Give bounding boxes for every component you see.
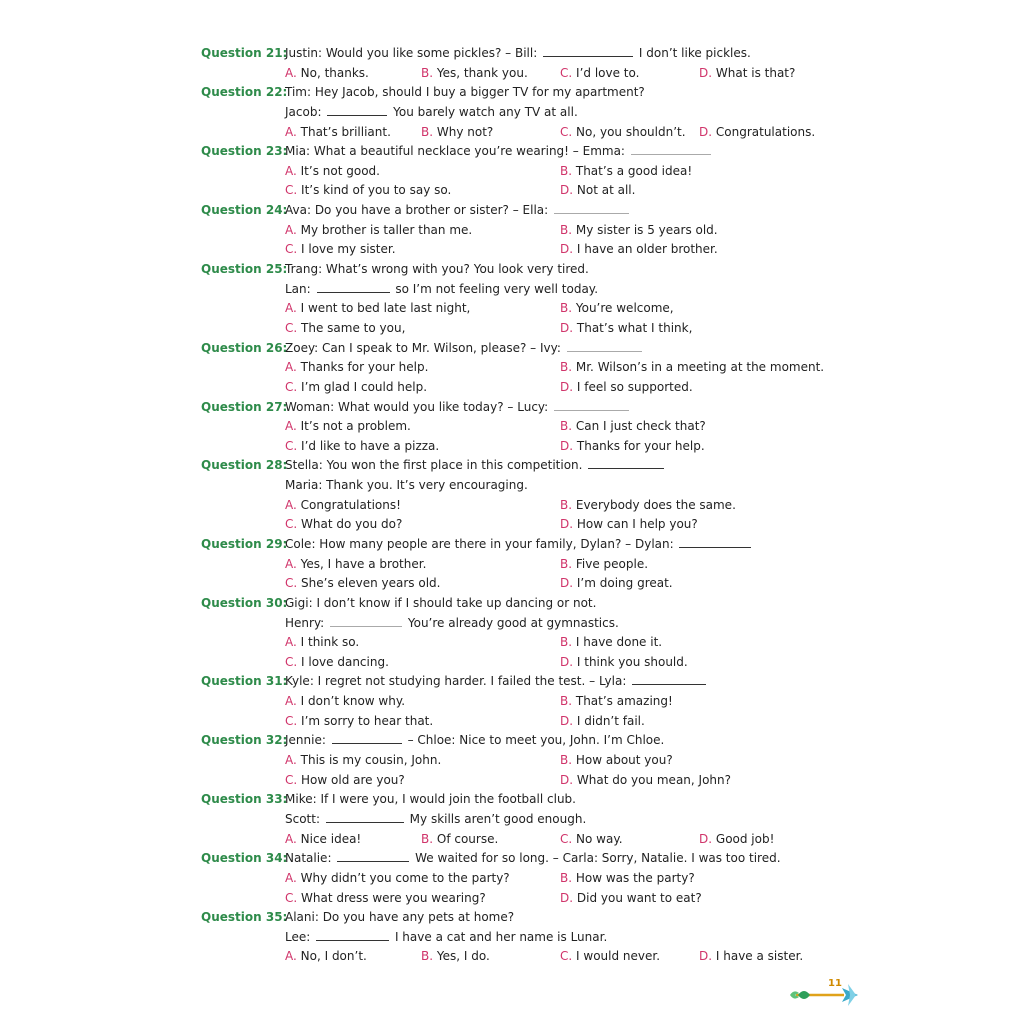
option-text: I’d love to.: [576, 65, 640, 80]
question-text: [285, 848, 781, 868]
option-text: I’m sorry to hear that.: [301, 713, 434, 728]
option-letter: A.: [285, 753, 297, 768]
question-text: [285, 613, 619, 633]
option-letter: A.: [285, 694, 297, 709]
question-text-segment: My skills aren’t good enough.: [409, 811, 587, 826]
option-text: I went to bed late last night,: [300, 301, 471, 316]
option-letter: B.: [560, 635, 573, 650]
question-label: Question 23:: [201, 144, 288, 159]
answer-option[interactable]: [560, 436, 705, 456]
option-text: Mr. Wilson’s in a meeting at the moment.: [575, 360, 825, 375]
answer-option[interactable]: [285, 180, 451, 200]
option-text: I love dancing.: [301, 654, 389, 669]
option-text: How can I help you?: [576, 517, 698, 532]
answer-blank: [317, 281, 390, 293]
option-text: No way.: [576, 831, 623, 846]
question-text-segment: so I’m not feeling very well today.: [395, 281, 599, 296]
question-text: [285, 809, 586, 829]
option-text: You’re welcome,: [575, 301, 674, 316]
question-text-segment: You’re already good at gymnastics.: [407, 615, 619, 630]
answer-option[interactable]: [285, 357, 428, 377]
question-label: Question 27:: [201, 399, 288, 414]
option-letter: B.: [560, 301, 573, 316]
option-text: I didn’t fail.: [576, 713, 645, 728]
answer-option[interactable]: [560, 416, 706, 436]
answer-blank: [330, 615, 402, 627]
option-text: She’s eleven years old.: [301, 576, 441, 591]
option-letter: C.: [285, 242, 298, 257]
option-text: How old are you?: [301, 772, 405, 787]
question-text: [285, 927, 607, 947]
question-label: Question 33:: [201, 792, 288, 807]
option-letter: C.: [285, 517, 298, 532]
question-label: Question 22:: [201, 85, 288, 100]
page-number: 11: [828, 978, 842, 989]
answer-option[interactable]: [285, 514, 402, 534]
question-text: [285, 789, 576, 809]
question-text: [285, 534, 753, 554]
answer-blank: [316, 929, 389, 941]
answer-option[interactable]: [285, 573, 440, 593]
answer-option[interactable]: [285, 652, 389, 672]
option-letter: A.: [285, 497, 297, 512]
question-text: [285, 475, 528, 495]
answer-option[interactable]: [560, 298, 674, 318]
answer-option[interactable]: [560, 318, 692, 338]
answer-option[interactable]: [560, 180, 635, 200]
option-letter: B.: [560, 222, 573, 237]
answer-option[interactable]: [285, 554, 426, 574]
answer-option[interactable]: [560, 829, 623, 849]
option-text: It’s not good.: [300, 163, 380, 178]
question-text-segment: Lan:: [285, 281, 311, 296]
option-letter: B.: [421, 65, 434, 80]
answer-option[interactable]: [285, 298, 470, 318]
option-letter: D.: [699, 949, 713, 964]
question-text-segment: Tim: Hey Jacob, should I buy a bigger TV for my apartment?: [285, 85, 645, 100]
option-text: I’m glad I could help.: [301, 379, 428, 394]
answer-option[interactable]: [285, 632, 359, 652]
answer-option[interactable]: [699, 946, 803, 966]
question-label: Question 32:: [201, 733, 288, 748]
option-letter: A.: [285, 831, 297, 846]
option-letter: C.: [285, 379, 298, 394]
option-text: I love my sister.: [301, 242, 396, 257]
question-label: Question 25:: [201, 262, 288, 277]
option-text: This is my cousin, John.: [300, 753, 442, 768]
option-letter: D.: [560, 242, 574, 257]
option-letter: D.: [560, 654, 574, 669]
question-label: Question 30:: [201, 595, 288, 610]
option-letter: B.: [421, 831, 434, 846]
question-text-segment: Woman: What would you like today? – Lucy:: [285, 399, 549, 414]
option-text: Why not?: [436, 124, 494, 139]
option-letter: A.: [285, 360, 297, 375]
question-label: Question 24:: [201, 203, 288, 218]
answer-option[interactable]: [421, 122, 493, 142]
answer-option[interactable]: [560, 220, 718, 240]
option-letter: A.: [285, 870, 297, 885]
answer-option[interactable]: [560, 888, 702, 908]
question-text: [285, 141, 713, 161]
answer-option[interactable]: [560, 495, 736, 515]
question-text: [285, 593, 596, 613]
question-text: [285, 455, 666, 475]
answer-blank: [554, 399, 629, 411]
option-text: Good job!: [715, 831, 775, 846]
option-letter: C.: [285, 320, 298, 335]
option-letter: C.: [285, 654, 298, 669]
option-text: That’s what I think,: [576, 320, 693, 335]
option-letter: A.: [285, 222, 297, 237]
answer-option[interactable]: [285, 770, 405, 790]
option-letter: A.: [285, 301, 297, 316]
question-text: [285, 43, 751, 63]
answer-option[interactable]: [285, 750, 441, 770]
answer-option[interactable]: [560, 554, 648, 574]
option-letter: B.: [421, 949, 434, 964]
answer-option[interactable]: [285, 691, 405, 711]
question-text-segment: Maria: Thank you. It’s very encouraging.: [285, 478, 528, 493]
answer-option[interactable]: [699, 63, 795, 83]
question-text-segment: Stella: You won the first place in this competition.: [285, 458, 583, 473]
option-text: Why didn’t you come to the party?: [300, 870, 510, 885]
question-label: Question 21:: [201, 46, 288, 60]
arrow-icon: [786, 978, 866, 1012]
option-text: That’s a good idea!: [575, 163, 693, 178]
option-letter: C.: [285, 438, 298, 453]
option-text: What do you mean, John?: [576, 772, 731, 787]
question-text-segment: Justin: Would you like some pickles? – Bill:: [285, 46, 538, 60]
question-label: Question 28:: [201, 458, 288, 473]
answer-option[interactable]: [285, 161, 380, 181]
answer-option[interactable]: [560, 652, 688, 672]
answer-option[interactable]: [421, 829, 498, 849]
answer-option[interactable]: [560, 239, 718, 259]
answer-option[interactable]: [285, 220, 472, 240]
answer-option[interactable]: [285, 377, 427, 397]
option-letter: C.: [560, 831, 573, 846]
answer-option[interactable]: [285, 711, 433, 731]
option-text: I’d like to have a pizza.: [301, 438, 440, 453]
option-letter: D.: [560, 713, 574, 728]
option-letter: A.: [285, 65, 297, 80]
option-text: Yes, thank you.: [436, 65, 528, 80]
question-text: [285, 82, 645, 102]
question-text-segment: I have a cat and her name is Lunar.: [394, 929, 608, 944]
option-letter: D.: [560, 438, 574, 453]
answer-option[interactable]: [699, 829, 774, 849]
answer-blank: [567, 340, 642, 352]
answer-option[interactable]: [285, 829, 361, 849]
option-letter: A.: [285, 163, 297, 178]
question-text-segment: Alani: Do you have any pets at home?: [285, 910, 515, 925]
question-text-segment: Scott:: [285, 811, 321, 826]
option-text: That’s brilliant.: [300, 124, 391, 139]
answer-blank: [332, 732, 402, 744]
answer-blank: [632, 673, 706, 685]
option-text: Did you want to eat?: [576, 890, 702, 905]
option-text: Five people.: [575, 556, 649, 571]
option-letter: C.: [285, 183, 298, 198]
option-letter: C.: [560, 65, 573, 80]
option-letter: A.: [285, 419, 297, 434]
option-letter: D.: [560, 772, 574, 787]
option-text: I think you should.: [576, 654, 688, 669]
answer-option[interactable]: [285, 868, 510, 888]
option-letter: C.: [560, 949, 573, 964]
question-text: [285, 102, 578, 122]
question-text-segment: I don’t like pickles.: [638, 46, 751, 60]
option-text: What is that?: [715, 65, 796, 80]
answer-option[interactable]: [560, 573, 673, 593]
option-letter: B.: [560, 753, 573, 768]
option-text: It’s kind of you to say so.: [301, 183, 452, 198]
option-letter: A.: [285, 949, 297, 964]
answer-blank: [679, 536, 751, 548]
option-text: Of course.: [436, 831, 499, 846]
answer-option[interactable]: [285, 63, 369, 83]
question-text-segment: Ava: Do you have a brother or sister? – Ella:: [285, 203, 549, 218]
question-text: [285, 671, 708, 691]
answer-option[interactable]: [285, 888, 486, 908]
option-text: How was the party?: [575, 870, 695, 885]
option-text: Congratulations!: [300, 497, 401, 512]
question-text-segment: Mike: If I were you, I would join the football club.: [285, 792, 576, 807]
option-letter: A.: [285, 556, 297, 571]
answer-blank: [588, 457, 664, 469]
option-text: No, you shouldn’t.: [576, 124, 686, 139]
question-text: [285, 730, 664, 750]
question-text-segment: – Chloe: Nice to meet you, John. I’m Chloe.: [407, 733, 665, 748]
option-text: I’m doing great.: [576, 576, 673, 591]
question-text-segment: Jennie:: [285, 733, 326, 748]
question-text: [285, 200, 631, 220]
question-text-segment: We waited for so long. – Carla: Sorry, Natalie. I was too tired.: [415, 851, 781, 866]
option-letter: B.: [560, 870, 573, 885]
option-text: That’s amazing!: [575, 694, 673, 709]
option-letter: D.: [560, 183, 574, 198]
option-letter: B.: [560, 497, 573, 512]
answer-blank: [337, 850, 409, 862]
option-letter: D.: [560, 890, 574, 905]
option-letter: D.: [560, 379, 574, 394]
answer-blank: [543, 45, 633, 57]
option-letter: B.: [560, 694, 573, 709]
option-letter: C.: [285, 576, 298, 591]
option-letter: C.: [560, 124, 573, 139]
option-text: I would never.: [576, 949, 661, 964]
question-text-segment: Henry:: [285, 615, 325, 630]
question-text-segment: Cole: How many people are there in your family, Dylan? – Dylan:: [285, 537, 674, 551]
question-text-segment: Natalie:: [285, 851, 332, 866]
answer-option[interactable]: [560, 377, 693, 397]
answer-option[interactable]: [560, 514, 698, 534]
option-letter: C.: [285, 772, 298, 787]
question-label: Question 26:: [201, 340, 288, 355]
option-letter: D.: [560, 320, 574, 335]
answer-option[interactable]: [560, 161, 692, 181]
question-text-segment: You barely watch any TV at all.: [393, 104, 578, 119]
option-text: Yes, I have a brother.: [300, 556, 427, 571]
option-text: I have done it.: [575, 635, 663, 650]
option-letter: A.: [285, 124, 297, 139]
option-letter: B.: [560, 360, 573, 375]
answer-blank: [554, 202, 629, 214]
answer-option[interactable]: [560, 750, 673, 770]
option-letter: B.: [560, 419, 573, 434]
option-letter: D.: [699, 124, 713, 139]
question-text: [285, 259, 589, 279]
option-text: I have an older brother.: [576, 242, 718, 257]
answer-blank: [326, 811, 404, 823]
question-text-segment: Kyle: I regret not studying harder. I failed the test. – Lyla:: [285, 674, 627, 689]
answer-option[interactable]: [560, 711, 645, 731]
option-letter: B.: [421, 124, 434, 139]
option-text: I feel so supported.: [576, 379, 693, 394]
question-label: Question 31:: [201, 674, 288, 689]
answer-option[interactable]: [285, 495, 401, 515]
option-text: Congratulations.: [715, 124, 816, 139]
option-text: No, I don’t.: [300, 949, 367, 964]
option-text: It’s not a problem.: [300, 419, 411, 434]
question-label: Question 35:: [201, 910, 288, 925]
option-letter: D.: [699, 65, 713, 80]
answer-option[interactable]: [285, 122, 391, 142]
question-text: [285, 279, 598, 299]
answer-option[interactable]: [560, 770, 731, 790]
question-text: [285, 907, 514, 927]
option-text: Yes, I do.: [436, 949, 490, 964]
option-text: Everybody does the same.: [575, 497, 736, 512]
answer-option[interactable]: [560, 122, 686, 142]
answer-option[interactable]: [285, 436, 439, 456]
answer-blank: [327, 104, 387, 116]
answer-option[interactable]: [285, 416, 411, 436]
option-letter: D.: [699, 831, 713, 846]
question-text-segment: Jacob:: [285, 104, 322, 119]
question-text-segment: Gigi: I don’t know if I should take up dancing or not.: [285, 595, 597, 610]
option-text: Not at all.: [576, 183, 636, 198]
answer-option[interactable]: [285, 318, 405, 338]
option-text: No, thanks.: [300, 65, 369, 80]
question-text-segment: Lee:: [285, 929, 311, 944]
question-label: Question 34:: [201, 851, 288, 866]
option-text: I have a sister.: [715, 949, 804, 964]
answer-option[interactable]: [699, 122, 815, 142]
answer-option[interactable]: [560, 868, 695, 888]
answer-option[interactable]: [560, 357, 824, 377]
option-letter: A.: [285, 635, 297, 650]
answer-option[interactable]: [560, 691, 673, 711]
question-text: [285, 338, 644, 358]
option-letter: B.: [560, 163, 573, 178]
option-text: What do you do?: [301, 517, 403, 532]
question-text-segment: Mia: What a beautiful necklace you’re wearing! – Emma:: [285, 144, 625, 159]
option-text: I think so.: [300, 635, 360, 650]
answer-blank: [631, 143, 711, 155]
answer-option[interactable]: [285, 946, 367, 966]
option-text: Can I just check that?: [575, 419, 706, 434]
option-text: I don’t know why.: [300, 694, 406, 709]
option-letter: D.: [560, 576, 574, 591]
answer-option[interactable]: [560, 63, 639, 83]
answer-option[interactable]: [560, 632, 662, 652]
option-text: My sister is 5 years old.: [575, 222, 718, 237]
answer-option[interactable]: [421, 63, 528, 83]
option-letter: C.: [285, 890, 298, 905]
option-letter: D.: [560, 517, 574, 532]
option-text: Thanks for your help.: [576, 438, 705, 453]
question-text: [285, 397, 631, 417]
option-letter: C.: [285, 713, 298, 728]
option-letter: B.: [560, 556, 573, 571]
question-text-segment: Trang: What’s wrong with you? You look very tired.: [285, 262, 589, 277]
option-text: The same to you,: [301, 320, 406, 335]
answer-option[interactable]: [560, 946, 660, 966]
option-text: What dress were you wearing?: [301, 890, 486, 905]
option-text: My brother is taller than me.: [300, 222, 473, 237]
answer-option[interactable]: [285, 239, 396, 259]
option-text: Thanks for your help.: [300, 360, 429, 375]
question-label: Question 29:: [201, 537, 288, 551]
option-text: Nice idea!: [300, 831, 362, 846]
option-text: How about you?: [575, 753, 673, 768]
question-text-segment: Zoey: Can I speak to Mr. Wilson, please? – Ivy:: [285, 340, 561, 355]
answer-option[interactable]: [421, 946, 490, 966]
